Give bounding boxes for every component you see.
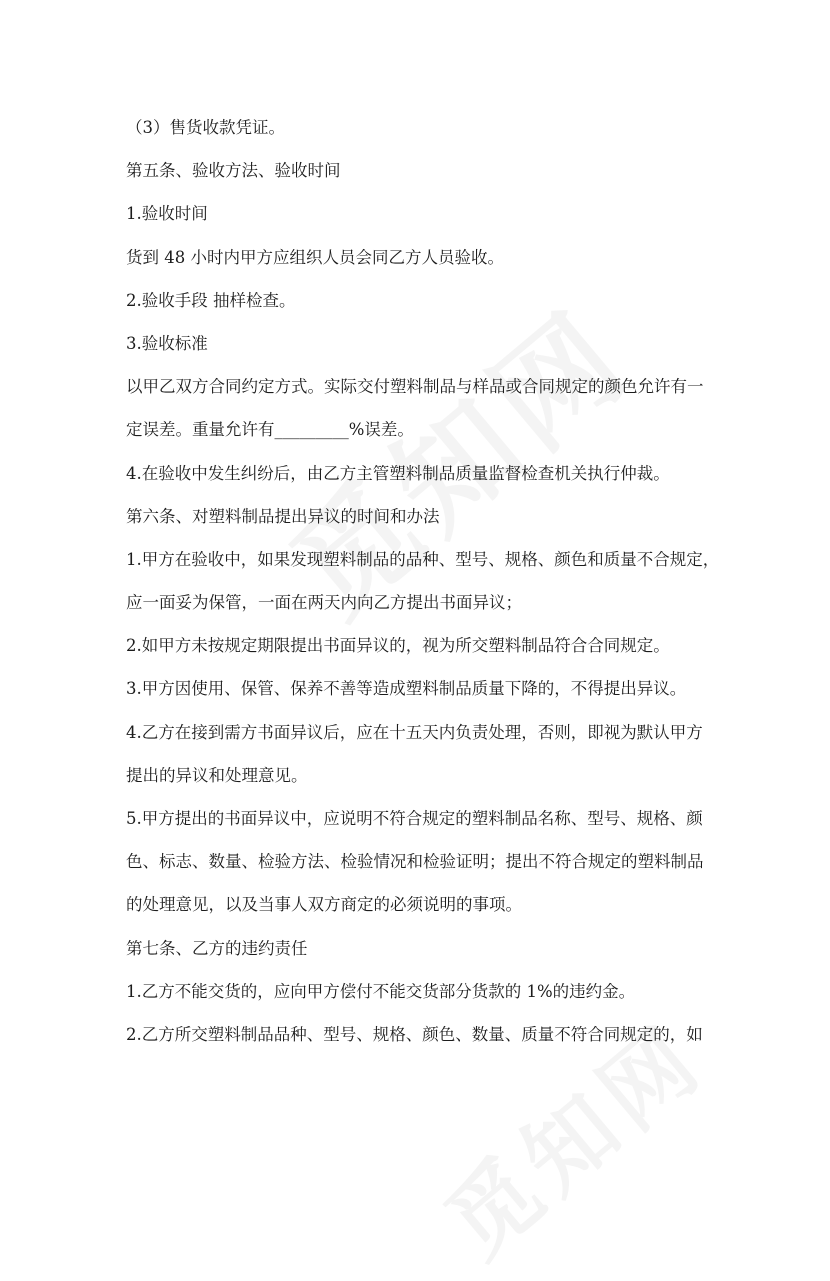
objection-item-1: 1.甲方在验收中，如果发现塑料制品的品种、型号、规格、颜色和质量不合规定， xyxy=(126,549,720,569)
paragraph: 定误差。重量允许有_________%误差。 xyxy=(126,420,414,440)
inspection-standard-heading: 3.验收标准 xyxy=(126,333,208,353)
liability-item-1: 1.乙方不能交货的，应向甲方偿付不能交货部分货款的 1%的违约金。 xyxy=(126,981,636,1001)
inspection-method-item: 2.验收手段 抽样检查。 xyxy=(126,290,296,310)
article-7-heading: 第七条、乙方的违约责任 xyxy=(126,938,308,958)
objection-item-5: 5.甲方提出的书面异议中，应说明不符合规定的塑料制品名称、型号、规格、颜 xyxy=(126,809,703,828)
objection-item-4: 4.乙方在接到需方书面异议后，应在十五天内负责处理，否则，即视为默认甲方 xyxy=(126,722,703,742)
paragraph: 色、标志、数量、检验方法、检验情况和检验证明；提出不符合规定的塑料制品 xyxy=(126,852,704,872)
objection-item-2: 2.如甲方未按规定期限提出书面异议的，视为所交塑料制品符合合同规定。 xyxy=(126,636,670,656)
paragraph: 的处理意见，以及当事人双方商定的必须说明的事项。 xyxy=(126,895,522,915)
sales-receipt-item: （3）售货收款凭证。 xyxy=(126,118,285,137)
article-5-heading: 第五条、验收方法、验收时间 xyxy=(126,161,341,181)
liability-item-2: 2.乙方所交塑料制品品种、型号、规格、颜色、数量、质量不符合同规定的，如 xyxy=(126,1024,703,1044)
paragraph: 应一面妥为保管，一面在两天内向乙方提出书面异议； xyxy=(126,593,522,613)
objection-item-3: 3.甲方因使用、保管、保养不善等造成塑料制品质量下降的，不得提出异议。 xyxy=(126,679,687,699)
inspection-time-heading: 1.验收时间 xyxy=(126,204,208,224)
paragraph: 货到 48 小时内甲方应组织人员会同乙方人员验收。 xyxy=(126,247,504,267)
article-6-heading: 第六条、对塑料制品提出异议的时间和办法 xyxy=(126,506,440,526)
document-body xyxy=(126,106,720,1056)
paragraph: 提出的异议和处理意见。 xyxy=(126,765,308,785)
paragraph: 以甲乙双方合同约定方式。实际交付塑料制品与样品或合同规定的颜色允许有一 xyxy=(126,377,704,397)
dispute-arbitration-item: 4.在验收中发生纠纷后，由乙方主管塑料制品质量监督检查机关执行仲裁。 xyxy=(126,463,670,483)
